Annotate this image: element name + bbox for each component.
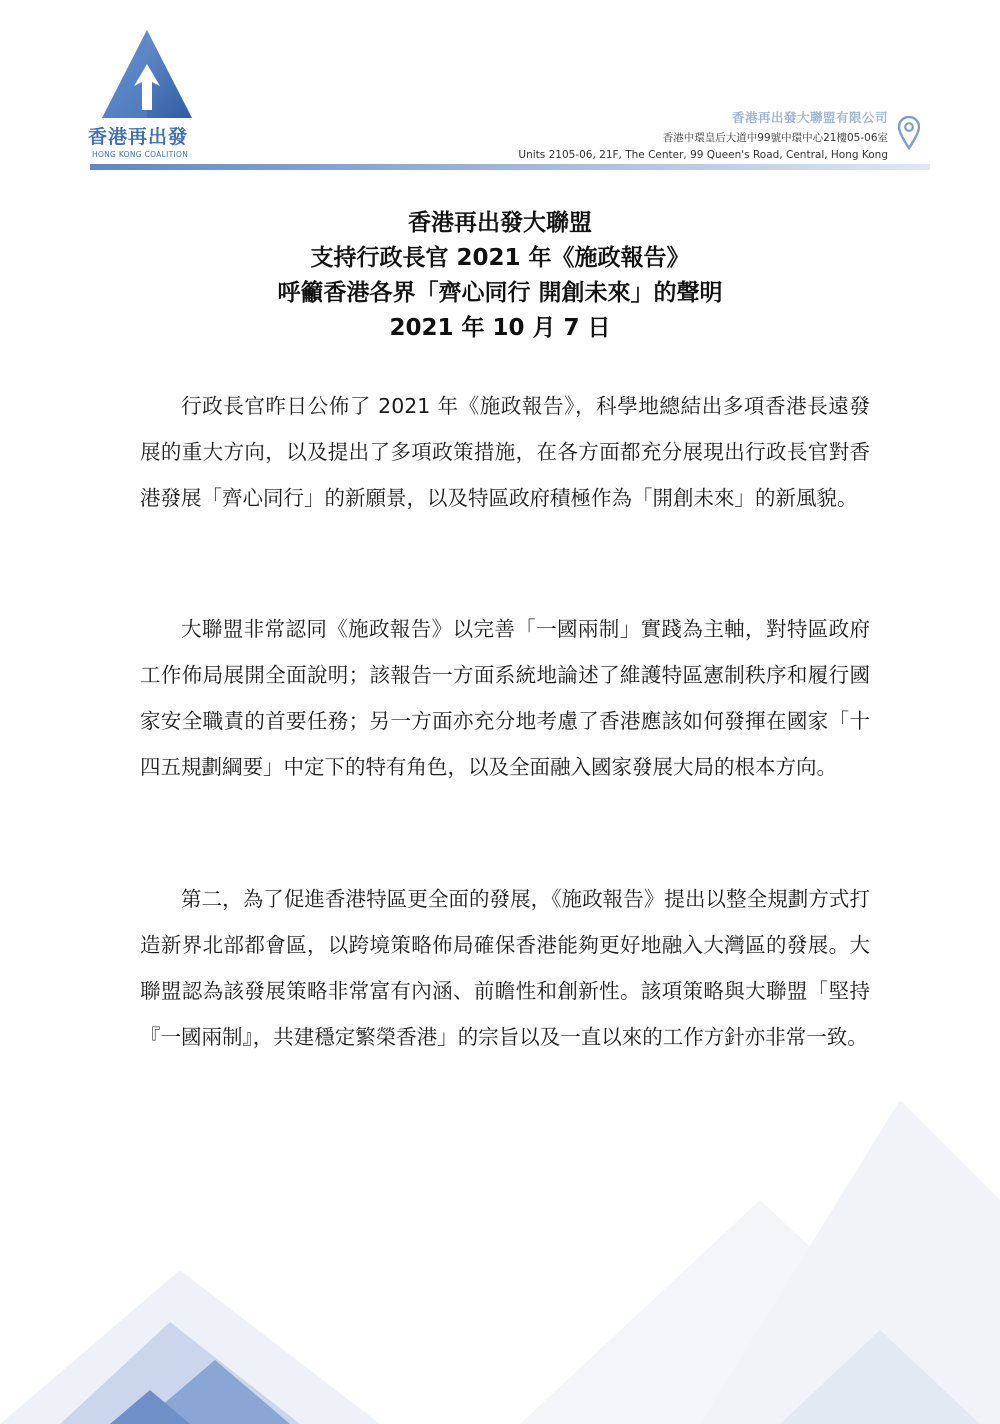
body-paragraph: 第二，為了促進香港特區更全面的發展，《施政報告》提出以整全規劃方式打造新界北部都會區，以跨境策略佈局確保香港能夠更好地融入大灣區的發展。大聯盟認為該發展策略非常富有內涵、前瞻性和創新性。該項策略與大聯盟「堅持『一國兩制』，共建穩定繁榮香港」的宗旨以及一直以來的工作方針亦非常一致。 — [140, 887, 870, 1049]
body-paragraph: 行政長官昨日公佈了 2021 年《施政報告》，科學地總結出多項香港長遠發展的重大方向，以及提出了多項政策措施，在各方面都充分展現出行政長官對香港發展「齊心同行」的新願景，以及特區政府積極作為「開創未來」的新風貌。 — [140, 394, 870, 510]
company-name: 香港再出發大聯盟有限公司 — [731, 110, 888, 125]
company-address-en: Units 2105-06, 21F, The Center, 99 Queen's Road, Central, Hong Kong — [518, 149, 888, 161]
title-line-2: 支持行政長官 2021 年《施政報告》 — [310, 245, 690, 271]
company-info — [518, 108, 888, 161]
triangle-arrow-logo-icon — [102, 30, 192, 122]
company-address-zh: 香港中環皇后大道中99號中環中心21樓05-06室 — [662, 132, 888, 144]
decorative-triangles — [0, 1060, 1000, 1424]
logo-name-zh: 香港再出發 — [88, 126, 189, 148]
statement-title — [0, 206, 1000, 346]
title-line-3: 呼籲香港各界「齊心同行 開創未來」的聲明 — [277, 280, 723, 306]
title-line-1: 香港再出發大聯盟 — [408, 210, 592, 236]
title-date: 2021 年 10 月 7 日 — [389, 315, 611, 341]
logo — [88, 30, 208, 160]
logo-name-en: HONG KONG COALITION — [92, 150, 189, 159]
location-pin-icon — [898, 116, 920, 150]
header-divider — [90, 164, 930, 170]
body-paragraph: 大聯盟非常認同《施政報告》以完善「一國兩制」實踐為主軸，對特區政府工作佈局展開全面說明；該報告一方面系統地論述了維護特區憲制秩序和履行國家安全職責的首要任務；另一方面亦充分地考慮了香港應該如何發揮在國家「十四五規劃綱要」中定下的特有角色，以及全面融入國家發展大局的根本方向。 — [140, 617, 870, 779]
